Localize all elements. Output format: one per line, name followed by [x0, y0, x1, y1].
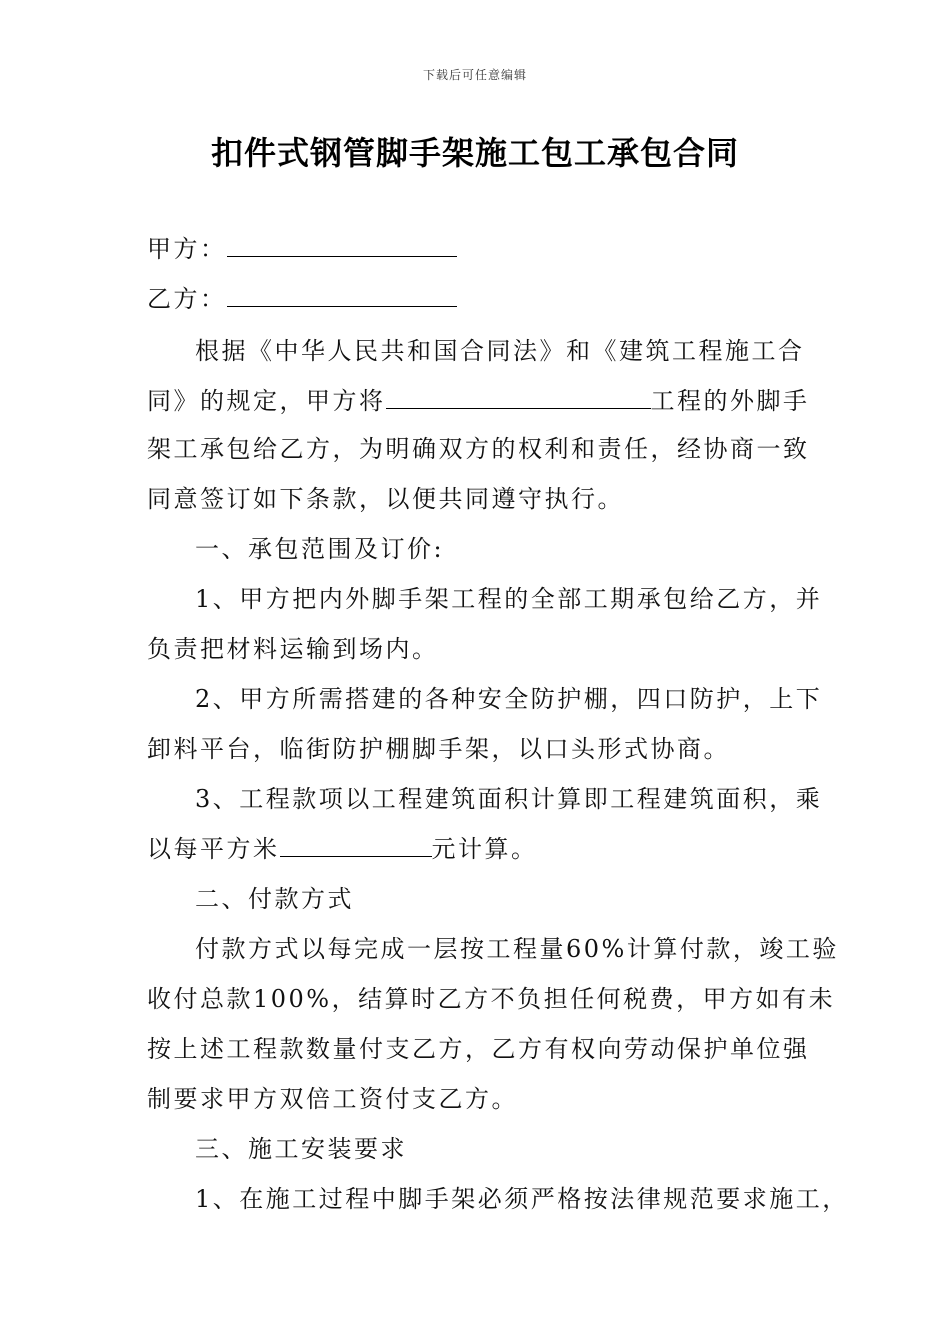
party-b-line	[147, 284, 457, 314]
preamble-line-2-start: 同》的规定，甲方将	[147, 387, 386, 415]
preamble-line-2	[147, 386, 810, 416]
section-1-item-1-line-1: 1、甲方把内外脚手架工程的全部工期承包给乙方，并	[195, 585, 823, 613]
preamble-line-2-end: 工程的外脚手	[650, 387, 810, 415]
unit-price-suffix: 元计算。	[431, 835, 538, 863]
section-2-line-4: 制要求甲方双倍工资付支乙方。	[147, 1085, 518, 1113]
section-1-item-2-line-1: 2、甲方所需搭建的各种安全防护棚，四口防护，上下	[195, 685, 823, 713]
document-title: 扣件式钢管脚手架施工包工承包合同	[210, 134, 739, 172]
preamble-line-1: 根据《中华人民共和国合同法》和《建筑工程施工合	[195, 337, 805, 365]
section-3-item-1-line-1: 1、在施工过程中脚手架必须严格按法律规范要求施工，	[195, 1185, 849, 1213]
section-1-item-2-line-2: 卸料平台，临街防护棚脚手架，以口头形式协商。	[147, 735, 730, 763]
section-1-item-3-line-1: 3、工程款项以工程建筑面积计算即工程建筑面积，乘	[195, 785, 823, 813]
section-2-line-1: 付款方式以每完成一层按工程量60%计算付款，竣工验	[195, 935, 839, 963]
party-b-label: 乙方：	[147, 285, 227, 313]
party-a-blank	[227, 234, 457, 257]
header-note: 下载后可任意编辑	[422, 68, 527, 82]
party-b-blank	[227, 284, 457, 307]
section-1-item-1-line-2: 负责把材料运输到场内。	[147, 635, 439, 663]
section-2-line-3: 按上述工程款数量付支乙方，乙方有权向劳动保护单位强	[147, 1035, 810, 1063]
party-a-line	[147, 234, 457, 264]
preamble-line-4: 同意签订如下条款，以便共同遵守执行。	[147, 485, 624, 513]
project-name-blank	[386, 386, 651, 409]
section-3-heading: 三、施工安装要求	[195, 1135, 407, 1163]
party-a-label: 甲方：	[147, 235, 227, 263]
section-2-heading: 二、付款方式	[195, 885, 354, 913]
preamble-line-3: 架工承包给乙方，为明确双方的权利和责任，经协商一致	[147, 435, 810, 463]
unit-price-blank	[280, 834, 432, 857]
section-1-heading: 一、承包范围及订价:	[195, 535, 445, 563]
section-2-line-2: 收付总款100%，结算时乙方不负担任何税费，甲方如有未	[147, 985, 836, 1013]
section-1-item-3-line-2	[147, 834, 538, 864]
unit-price-prefix: 以每平方米	[147, 835, 280, 863]
